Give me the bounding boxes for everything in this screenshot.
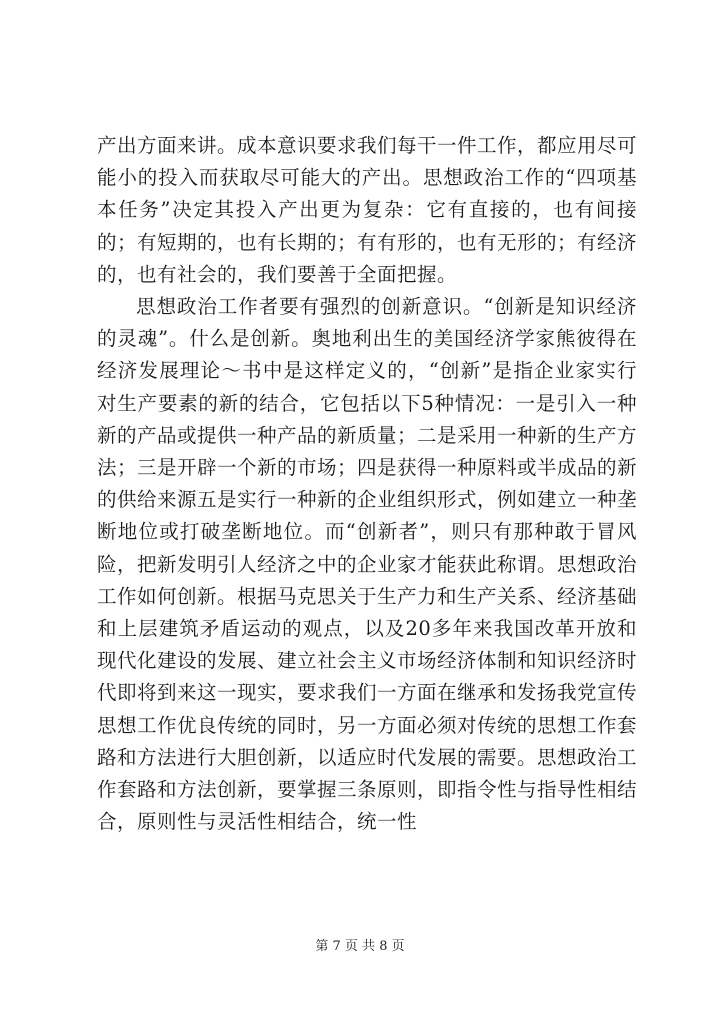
paragraph-1: 产出方面来讲。成本意识要求我们每干一件工作，都应用尽可能小的投入而获取尽可能大的产出。思想政治工作的“四项基本任务”决定其投入产出更为复杂：它有直接的，也有间接的；有短期的，也有长期的；有有形的，也有无形的；有经济的，也有社会的，我们要善于全面把握。 [97,134,638,286]
paragraph-2: 思想政治工作者要有强烈的创新意识。“创新是知识经济的灵魂”。什么是创新。奥地利出生的美国经济学家熊彼得在经济发展理论～书中是这样定义的，“创新”是指企业家实行对生产要素的新的结合，它包括以下5种情况：一是引入一种新的产品或提供一种产品的新质量；二是采用一种新的生产方法；三是开辟一个新的市场；四是获得一种原料或半成品的新的供给来源五是实行一种新的企业组织形式，例如建立一种垄断地位或打破垄断地位。而“创新者”，则只有那种敢于冒风险，把新发明引人经济之中的企业家才能获此称谓。思想政治工作如何创新。根据马克思关于生产力和生产关系、经济基础和上层建筑矛盾运动的观点，以及20多年来我国改革开放和现代化建设的发展、建立社会主义市场经济体制和知识经济时代即将到来这一现实，要求我们一方面在继承和发扬我党宣传思想工作优良传统的同时，另一方面必须对传统的思想工作套路和方法进行大胆创新，以适应时代发展的需要。思想政治工作套路和方法创新，要掌握三条原则，即指令性与指导性相结合，原则性与灵活性相结合，统一性 [97,295,638,834]
document-body [97,130,637,838]
page-number-footer: 第 7 页 共 8 页 [315,939,405,954]
